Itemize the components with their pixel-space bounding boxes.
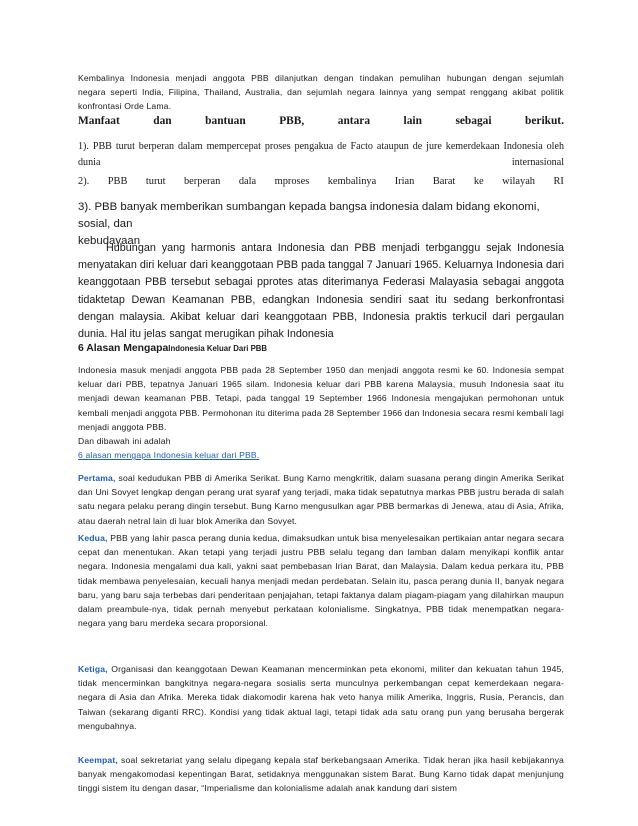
alasan-intro (78, 363, 564, 462)
point-1-right: internasional (511, 157, 564, 168)
point-2-word: Irian (394, 176, 415, 187)
alasan-heading-small: Indonesia Keluar Dari PBB (168, 344, 268, 353)
point-1-left: dunia (78, 157, 101, 168)
reason-text: PBB yang lahir pasca perang dunia kedua, dimaksudkan untuk bisa menyelesaikan pertikaian antar negara secara cepat dan menentukan. Akan tetapi yang terjadi justru PBB selalu tegang dan lamban dalam menyikapi konflik antar negara. Indonesia mengalami dua kali, yakni saat pembebasan Irian Barat, dan Malaysia. Dalam kedua perkara itu, PBB tidak membawa penyelesaian, kecuali hanya menjadi medan perdebatan. Selain itu, pasca perang dunia II, banyak negara baru, yang baru saja terbebas dari penderitaan penjajahan, tetapi faktanya dalam piagam-piagam yang dilahirkan maupun dalam preambule-nya, tidak pernah menyebut perkataan kolonialisme. Singkatnya, PBB tidak menempatkan negara-negara yang baru merdeka secara proporsional. (78, 533, 564, 629)
alasan-heading-big: 6 Alasan Mengapa (78, 343, 169, 354)
reason-label: Ketiga, (78, 664, 108, 674)
heading-word: dan (153, 115, 172, 127)
point-2 (78, 174, 564, 190)
reason-pertama (78, 471, 564, 528)
alasan-heading (78, 341, 564, 356)
reason-kedua (78, 531, 564, 630)
intro-paragraph (78, 71, 564, 114)
point-2-word: turut (145, 176, 166, 187)
reason-label: Pertama, (78, 473, 116, 483)
point-2-word: Barat (432, 176, 456, 187)
point-1-line: 1). PBB turut berperan dalam mempercepat proses pengakua de Facto ataupun de jure kemerdekaan Indonesia oleh (78, 141, 564, 152)
heading-word: PBB, (279, 115, 305, 127)
reason-text: soal sekretariat yang selalu dipegang kepala staf berkebangsaan Amerika. Tidak heran jika hasil kebijakannya banyak mengakomodasi kepentingan Barat, setidaknya menggunakan sistem Barat. Bung Karno tidak dapat menjunjung tinggi sistem itu dengan dasar, “Imperialisme dan kolonialisme adalah anak kandung dari sistem (78, 755, 564, 794)
reason-ketiga (78, 662, 564, 733)
intro-line: negara seperti India, Filipina, Thailand, Australia, dan sejumlah negara lainnya yang sempat renggang akibat politik (78, 87, 564, 98)
reason-text: Organisasi dan keanggotaan Dewan Keamanan mencerminkan peta ekonomi, militer dan kekuatan tahun 1945, tidak mencerminkan bangkitnya negara-negara sosialis serta munculnya perkembangan cepat kemerdekaan negara-negara di Asia dan Afrika. Mereka tidak diakomodir karena hak veto hanya milik Amerika, Inggris, Rusia, Perancis, dan Taiwan (sekarang diganti RRC). Kondisi yang tidak aktual lagi, tetapi tidak ada satu orang pun yang berusaha bergerak mengubahnya. (78, 664, 564, 731)
reason-text: soal kedudukan PBB di Amerika Serikat. Bung Karno mengkritik, dalam suasana perang dingin Amerika Serikat dan Uni Sovyet lengkap dengan perang urat syaraf yang terjadi, maka tidak sepatutnya markas PBB justru berada di salah satu negara pelaku perang dingin tersebut. Bung Karno mengusulkan agar PBB bermarkas di Jenewa, atau di Asia, Afrika, atau daerah netral lain di luar blok Amerika dan Sovyet. (78, 473, 564, 526)
heading-word: Manfaat (78, 115, 120, 127)
hubungan-text: Hubungan yang harmonis antara Indonesia dan PBB menjadi terbganggu sejak Indonesia menyatakan diri keluar dari keanggotaan PBB pada tanggal 7 Januari 1965. Keluarnya Indonesia dari keanggotaan PBB tersebut sebagai pprotes atas diterimanya Federasi Malayasia sebagai anggota tidaktetap Dewan Keamanan PBB, edangkan Indonesia sendiri saat itu sedang berkonfrontasi dengan malaysia. Akibat keluar dari keanggotaan PBB, Indonesia praktis terkucil dari pergaulan dunia. Hal itu jelas sangat merugikan pihak Indonesia (78, 242, 564, 341)
intro-line: Kembalinya Indonesia menjadi anggota PBB dilanjutkan dengan tindakan pemulihan hubungan dengan sejumlah (78, 73, 564, 83)
alasan-link[interactable]: 6 alasan mengapa Indonesia keluar dari PBB. (78, 450, 260, 461)
alasan-intro-text: Indonesia masuk menjadi anggota PBB pada 28 September 1950 dan menjadi anggota resmi ke 60. Indonesia sempat keluar dari PBB, tepatnya Januari 1965 silam. Indonesia keluar dari PBB karena Malaysia, musuh Indonesia saat itu menjadi dewan keamanan PBB. Tetapi, pada tanggal 19 September 1966 Indonesia mengajukan permohonan untuk kembali menjadi anggota PBB. Permohonan itu diterima pada 28 September 1966 dan Indonesia secara resmi kembali lagi menjadi anggota PBB. (78, 365, 564, 432)
point-3-line: 3). PBB banyak memberikan sumbangan kepada bangsa indonesia dalam bidang ekonomi, sosial, dan (78, 201, 540, 230)
heading-word: berikut. (525, 115, 564, 127)
point-2-word: dala (238, 176, 257, 187)
point-2-word: RI (553, 176, 564, 187)
point-2-word: berperan (183, 176, 221, 187)
heading-word: bantuan (205, 115, 246, 127)
heading-word: lain (403, 115, 422, 127)
point-1 (78, 139, 564, 171)
point-2-word: PBB (107, 176, 128, 187)
point-3-line: kebudayaan (78, 235, 141, 247)
point-2-word: 2). (78, 176, 90, 187)
reason-label: Kedua, (78, 533, 108, 543)
hubungan-paragraph (78, 240, 564, 343)
alasan-intro-line: Dan dibawah ini adalah (78, 436, 171, 447)
reason-label: Keempat, (78, 755, 118, 765)
reason-keempat (78, 753, 564, 796)
manfaat-heading (78, 113, 564, 129)
point-2-word: ke (473, 176, 484, 187)
intro-line: konfrontasi Orde Lama. (78, 101, 172, 112)
heading-word: antara (337, 115, 371, 127)
point-2-word: wilayah (502, 176, 536, 187)
point-2-word: kembalinya (327, 176, 377, 187)
heading-word: sebagai (455, 115, 492, 127)
point-1-line2 (78, 155, 564, 171)
point-2-word: mproses (274, 176, 310, 187)
